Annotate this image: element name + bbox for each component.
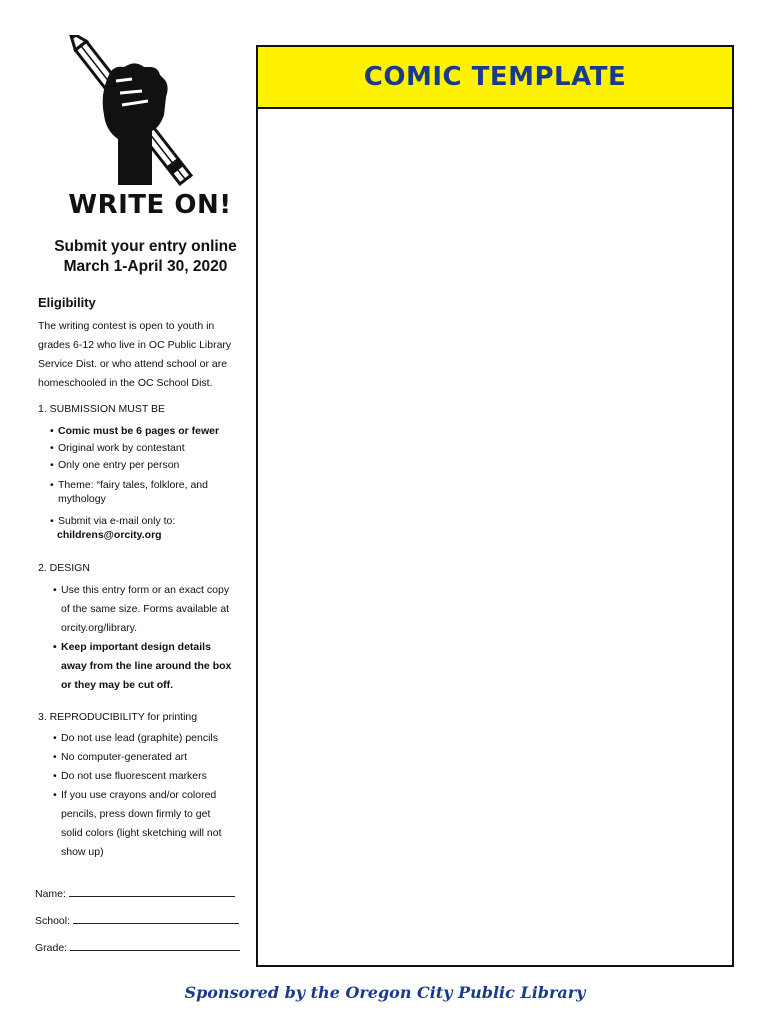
grade-field[interactable] [35, 940, 240, 954]
list-item-continuation: orcity.org/library. [61, 622, 138, 634]
list-item-continuation: or they may be cut off. [61, 679, 174, 691]
list-item-continuation: pencils, press down firmly to get [61, 808, 211, 820]
list-item: • Use this entry form or an exact copy [53, 581, 258, 600]
list-item-continuation [50, 492, 255, 506]
eligibility-line: homeschooled in the OC School Dist. [38, 377, 213, 389]
submit-line-1: Submit your entry online [54, 238, 237, 255]
list-item: • Comic must be 6 pages or fewer [50, 422, 255, 440]
drawing-area[interactable] [258, 109, 732, 967]
school-field[interactable] [35, 913, 239, 927]
list-item-continuation: of the same size. Forms available at [61, 603, 230, 615]
grade-line[interactable] [70, 940, 240, 951]
fist-holding-pencil-icon [60, 35, 210, 195]
eligibility-heading: Eligibility [38, 295, 96, 310]
list-item: • Original work by contestant [50, 440, 255, 457]
section-1-list [50, 422, 255, 528]
grade-label: Grade: [35, 942, 68, 954]
section-2-list [53, 581, 258, 695]
section-3-heading: 3. REPRODUCIBILITY for printing [38, 711, 198, 723]
contest-email[interactable]: childrens@orcity.org [57, 529, 162, 541]
panel-title: COMIC TEMPLATE [363, 62, 627, 92]
name-field[interactable] [35, 886, 235, 900]
sponsor-line: Sponsored by the Oregon City Public Library [184, 983, 586, 1002]
school-label: School: [35, 915, 71, 927]
eligibility-line: Service Dist. or who attend school or are [38, 358, 228, 370]
section-1-heading: 1. SUBMISSION MUST BE [38, 403, 165, 415]
list-item-continuation: solid colors (light sketching will not [61, 827, 222, 839]
info-column [0, 0, 256, 1024]
list-item: • No computer-generated art [53, 748, 258, 767]
section-2-heading: 2. DESIGN [38, 562, 90, 574]
eligibility-line: grades 6-12 who live in OC Public Library [38, 339, 232, 351]
name-line[interactable] [69, 886, 235, 897]
name-label: Name: [35, 888, 66, 900]
eligibility-text [38, 317, 253, 393]
logo-title: WRITE ON! [68, 190, 232, 220]
section-3-list [53, 729, 258, 862]
submit-heading [38, 237, 253, 277]
list-item: • If you use crayons and/or colored [53, 786, 258, 805]
list-item: • Theme: “fairy tales, folklore, and [50, 478, 255, 492]
list-item: • Do not use lead (graphite) pencils [53, 729, 258, 748]
list-item-continuation: away from the line around the box [61, 660, 232, 672]
comic-panel[interactable] [256, 45, 734, 967]
eligibility-line: The writing contest is open to youth in [38, 320, 215, 332]
submit-dates: March 1-April 30, 2020 [63, 258, 228, 275]
school-line[interactable] [73, 913, 239, 924]
list-item: • Submit via e-mail only to: [50, 514, 255, 528]
list-item-continuation: show up) [61, 846, 104, 858]
panel-header [258, 47, 732, 109]
list-item: • Only one entry per person [50, 457, 255, 474]
list-item: • Do not use fluorescent markers [53, 767, 258, 786]
list-item: • Keep important design details [53, 638, 258, 657]
list-item-text: mythology [58, 493, 106, 505]
